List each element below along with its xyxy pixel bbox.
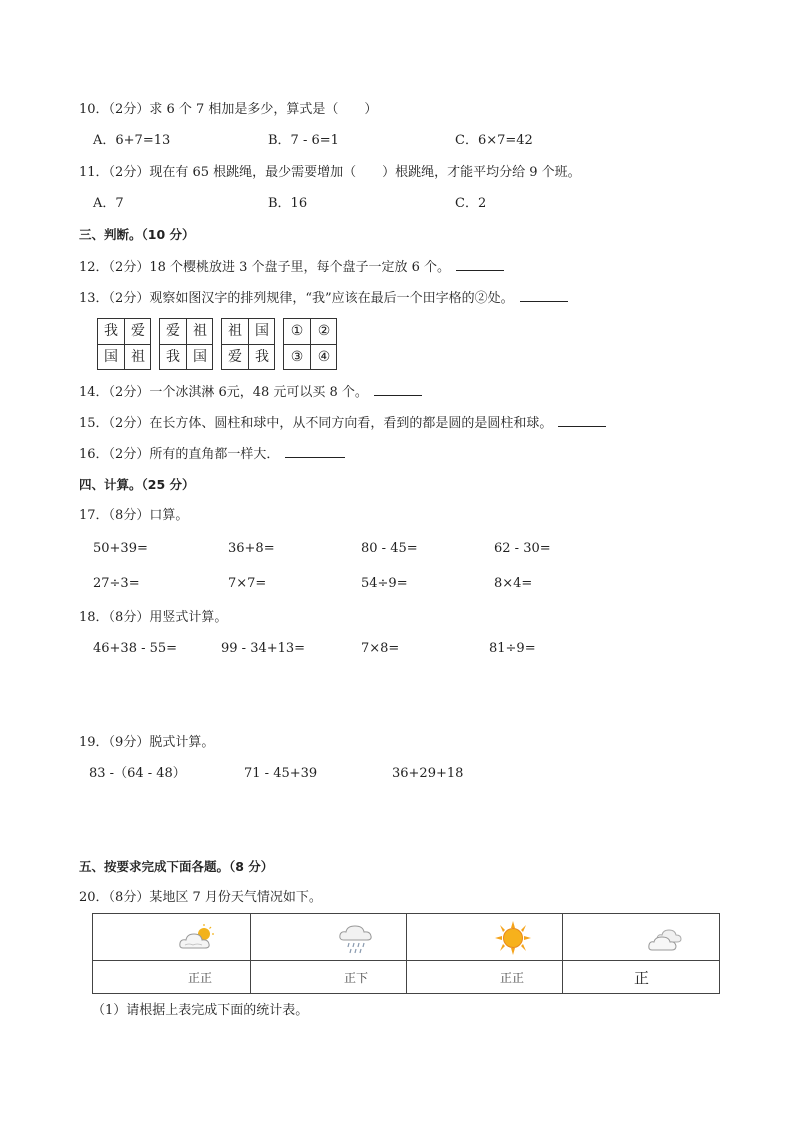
grid-2-cell-2: 祖 [193,323,207,339]
question-13-text: 13．（2分）观察如图汉字的排列规律，“我”应该在最后一个田字格的②处。 [79,291,514,306]
q11-option-a[interactable]: A．7 [93,196,124,211]
answer-blank-12[interactable] [456,257,504,271]
q17-item-7: 54÷9= [361,576,408,591]
grid-4-cell-4: ④ [317,349,331,365]
q10-option-b[interactable]: B．7 - 6=1 [268,133,339,148]
q18-item-4: 81÷9= [489,641,536,656]
q18-item-3: 7×8= [361,641,400,656]
q17-item-6: 7×7= [228,576,267,591]
q10-option-c[interactable]: C．6×7=42 [455,133,533,148]
question-12 [79,257,504,277]
answer-blank-14[interactable] [374,382,422,396]
q20-sub-question-1: （1）请根据上表完成下面的统计表。 [92,1003,309,1018]
answer-blank-16[interactable] [285,444,345,458]
tally-partly-cloudy: 正正 [188,971,213,985]
grid-2-cell-4: 国 [193,349,207,365]
question-10: 10．（2分）求 6 个 7 相加是多少，算式是（ ） [79,102,378,117]
question-18: 18．（8分）用竖式计算。 [79,610,228,625]
tian-grid-1 [97,318,151,370]
q10-option-a[interactable]: A．6+7=13 [93,133,171,148]
grid-3-cell-1: 祖 [228,323,242,339]
rain-icon [336,920,376,956]
q17-item-4: 62 - 30= [494,541,551,556]
q17-item-1: 50+39= [93,541,148,556]
grid-1-cell-3: 国 [104,349,118,365]
grid-4-cell-2: ② [317,323,331,339]
answer-blank-15[interactable] [558,413,606,427]
answer-blank-13[interactable] [520,288,568,302]
q19-item-2: 71 - 45+39 [244,766,318,781]
grid-4-cell-3: ③ [290,349,304,365]
grid-3-cell-2: 国 [255,323,269,339]
grid-3-cell-4: 我 [255,349,269,365]
question-19: 19．（9分）脱式计算。 [79,735,215,750]
tian-grid-4 [283,318,337,370]
section-5-heading: 五、按要求完成下面各题。（8 分） [79,859,274,874]
question-15-text: 15．（2分）在长方体、圆柱和球中，从不同方向看，看到的都是圆的是圆柱和球。 [79,416,553,431]
q18-item-2: 99 - 34+13= [221,641,306,656]
q17-item-8: 8×4= [494,576,533,591]
tally-sunny: 正正 [500,971,525,985]
grid-1-cell-1: 我 [104,323,118,339]
question-14-text: 14．（2分）一个冰淇淋 6元，48 元可以买 8 个。 [79,385,368,400]
tally-cloudy: 正 [634,969,650,987]
grid-2-cell-3: 我 [166,349,180,365]
partly-cloudy-icon [177,920,217,956]
question-16 [79,444,345,464]
q17-item-5: 27÷3= [93,576,140,591]
question-16-text: 16．（2分）所有的直角都一样大． [79,447,280,462]
cloudy-icon [646,920,686,956]
weather-table [92,913,720,994]
grid-1-cell-2: 爱 [131,323,145,339]
question-20: 20．（8分）某地区 7 月份天气情况如下。 [79,890,322,905]
grid-2-cell-1: 爱 [166,323,180,339]
section-3-heading: 三、判断。（10 分） [79,227,195,242]
grid-4-cell-1: ① [290,323,304,339]
tian-grid-3 [221,318,275,370]
q17-item-2: 36+8= [228,541,275,556]
q11-option-c[interactable]: C．2 [455,196,487,211]
question-14 [79,382,422,402]
question-15 [79,413,606,433]
q18-item-1: 46+38 - 55= [93,641,178,656]
question-13 [79,288,568,308]
sun-icon [493,920,533,956]
q19-item-3: 36+29+18 [392,766,464,781]
tian-grid-2 [159,318,213,370]
question-12-text: 12．（2分）18 个樱桃放进 3 个盘子里，每个盘子一定放 6 个。 [79,260,451,275]
grid-1-cell-4: 祖 [131,349,145,365]
question-17: 17．（8分）口算。 [79,508,189,523]
grid-3-cell-3: 爱 [228,349,242,365]
question-11: 11．（2分）现在有 65 根跳绳，最少需要增加（ ）根跳绳，才能平均分给 9 个班。 [79,165,581,180]
q11-option-b[interactable]: B．16 [268,196,308,211]
q19-item-1: 83 -（64 - 48） [89,766,186,781]
tally-rain: 正下 [344,971,369,985]
q17-item-3: 80 - 45= [361,541,418,556]
section-4-heading: 四、计算。（25 分） [79,477,195,492]
